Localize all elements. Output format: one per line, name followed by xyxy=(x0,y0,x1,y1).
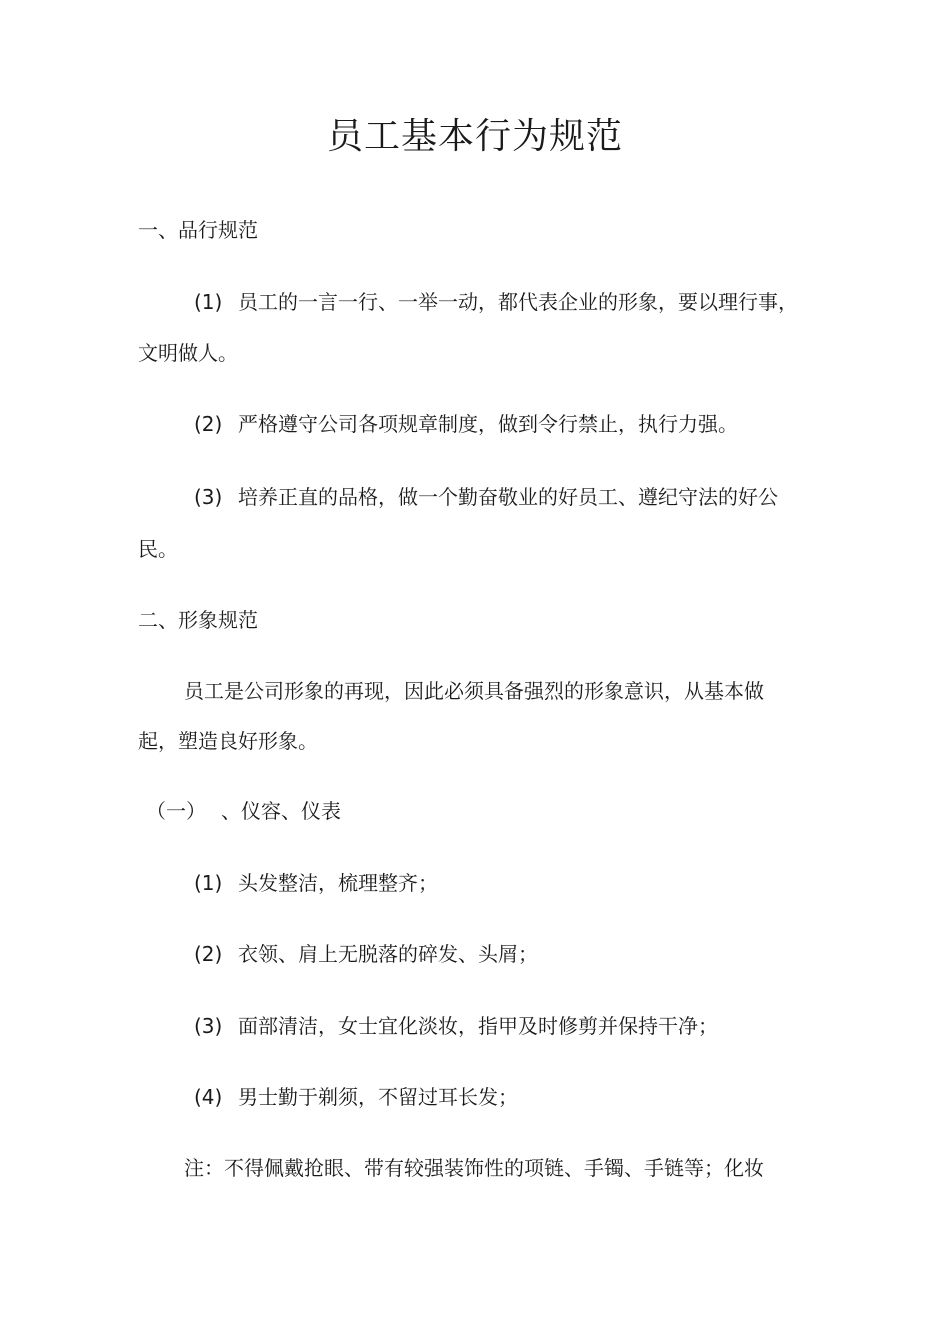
item-text: 培养正直的品格，做一个勤奋敬业的好员工、遵纪守法的好公 xyxy=(238,485,778,509)
item-number: (4) xyxy=(194,1085,223,1109)
subsection-heading xyxy=(146,797,341,825)
item-text: 头发整洁，梳理整齐； xyxy=(238,871,438,895)
section-intro: 员工是公司形象的再现，因此必须具备强烈的形象意识，从基本做 xyxy=(184,679,764,703)
item-number: (1) xyxy=(194,290,223,314)
section-heading-conduct: 一、品行规范 xyxy=(138,218,258,242)
item-number: (3) xyxy=(194,1014,223,1038)
list-item xyxy=(194,1012,718,1040)
subsection-number: （一） xyxy=(146,799,206,823)
list-item xyxy=(194,1083,518,1111)
item-continuation: 民。 xyxy=(138,537,178,561)
list-item xyxy=(194,869,438,897)
item-text: 严格遵守公司各项规章制度，做到令行禁止，执行力强。 xyxy=(238,412,738,436)
item-number: (2) xyxy=(194,942,223,966)
section-heading-image: 二、形象规范 xyxy=(138,608,258,632)
list-item xyxy=(194,410,738,438)
subsection-title: 、仪容、仪表 xyxy=(221,799,341,823)
item-text: 员工的一言一行、一举一动，都代表企业的形象，要以理行事， xyxy=(238,290,798,314)
item-number: (2) xyxy=(194,412,223,436)
item-number: (1) xyxy=(194,871,223,895)
note-text: 注：不得佩戴抢眼、带有较强装饰性的项链、手镯、手链等；化妆 xyxy=(184,1156,764,1180)
document-title: 员工基本行为规范 xyxy=(326,116,623,157)
item-continuation: 文明做人。 xyxy=(138,341,238,365)
item-text: 男士勤于剃须，不留过耳长发； xyxy=(238,1085,518,1109)
list-item xyxy=(194,288,798,316)
item-text: 衣领、肩上无脱落的碎发、头屑； xyxy=(238,942,538,966)
list-item xyxy=(194,940,538,968)
item-number: (3) xyxy=(194,485,223,509)
item-text: 面部清洁，女士宜化淡妆，指甲及时修剪并保持干净； xyxy=(238,1014,718,1038)
list-item xyxy=(194,483,778,511)
section-intro-continuation: 起，塑造良好形象。 xyxy=(138,729,318,753)
